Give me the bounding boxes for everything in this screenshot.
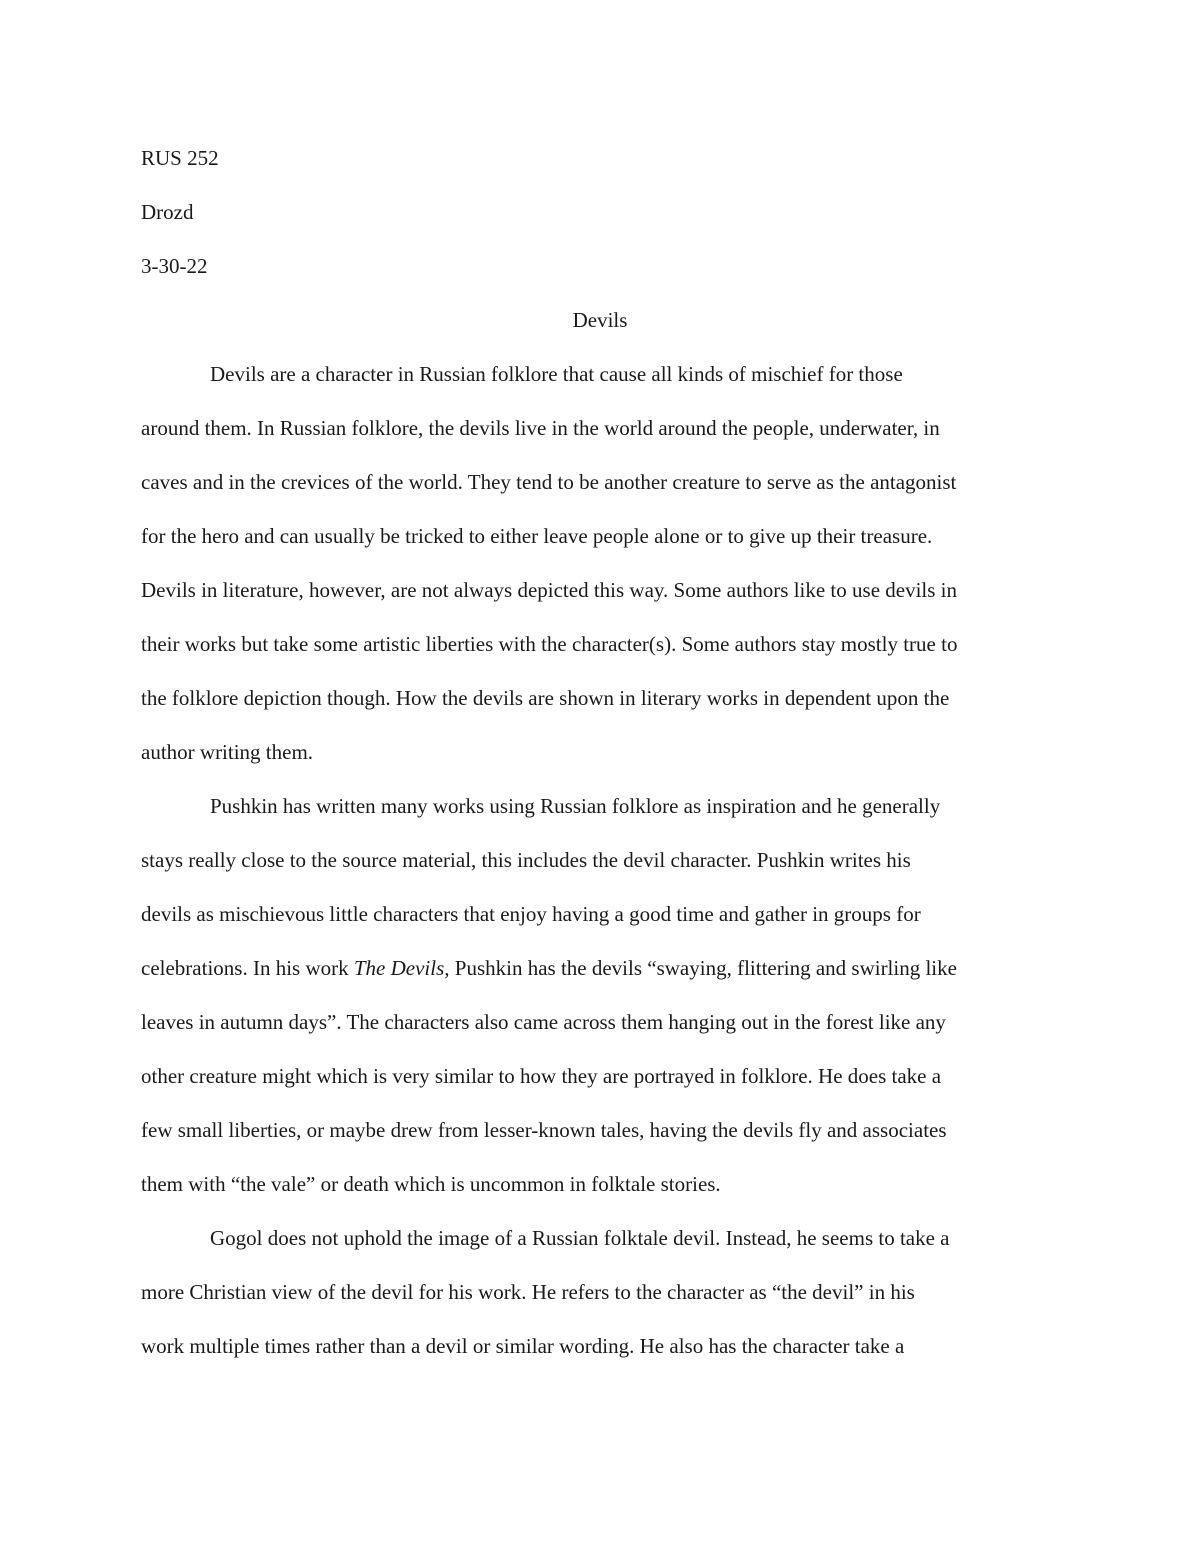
paragraph-line: more Christian view of the devil for his work. He refers to the character as “the devil” in his [141,1280,915,1304]
paragraph-line: Gogol does not uphold the image of a Russian folktale devil. Instead, he seems to take a [210,1226,950,1250]
paragraph-line: work multiple times rather than a devil or similar wording. He also has the character take a [141,1334,905,1358]
paragraph-line: Pushkin has written many works using Russian folklore as inspiration and he generally [210,794,941,818]
paragraph-line [141,958,957,979]
course-line: RUS 252 [141,146,219,170]
paragraph-line: for the hero and can usually be tricked to either leave people alone or to give up their treasure. [141,524,933,548]
paragraph-line: their works but take some artistic liberties with the character(s). Some authors stay mostly true to [141,632,958,656]
line-text: Pushkin has the devils “swaying, flittering and swirling like [449,956,957,980]
paragraph-line: caves and in the crevices of the world. They tend to be another creature to serve as the antagonist [141,470,957,494]
essay-title: Devils [572,308,628,332]
instructor-line: Drozd [141,200,194,224]
paragraph-line: the folklore depiction though. How the devils are shown in literary works in dependent upon the [141,686,950,710]
paragraph-line: leaves in autumn days”. The characters also came across them hanging out in the forest like any [141,1010,946,1034]
date-line: 3-30-22 [141,254,208,278]
paragraph-line: them with “the vale” or death which is uncommon in folktale stories. [141,1172,721,1196]
paragraph-line: few small liberties, or maybe drew from lesser-known tales, having the devils fly and associates [141,1118,947,1142]
line-text: celebrations. In his work [141,956,354,980]
paragraph-line: around them. In Russian folklore, the devils live in the world around the people, underwater, in [141,416,940,440]
paragraph-line: author writing them. [141,740,314,764]
paragraph-line: Devils are a character in Russian folklore that cause all kinds of mischief for those [210,362,903,386]
work-title-italic: The Devils, [353,956,450,980]
paragraph-line: other creature might which is very similar to how they are portrayed in folklore. He does take a [141,1064,942,1088]
paragraph-line: devils as mischievous little characters that enjoy having a good time and gather in groups for [141,902,921,926]
paragraph-line: stays really close to the source material, this includes the devil character. Pushkin writes his [141,848,911,872]
paragraph-line: Devils in literature, however, are not always depicted this way. Some authors like to use devils in [141,578,958,602]
